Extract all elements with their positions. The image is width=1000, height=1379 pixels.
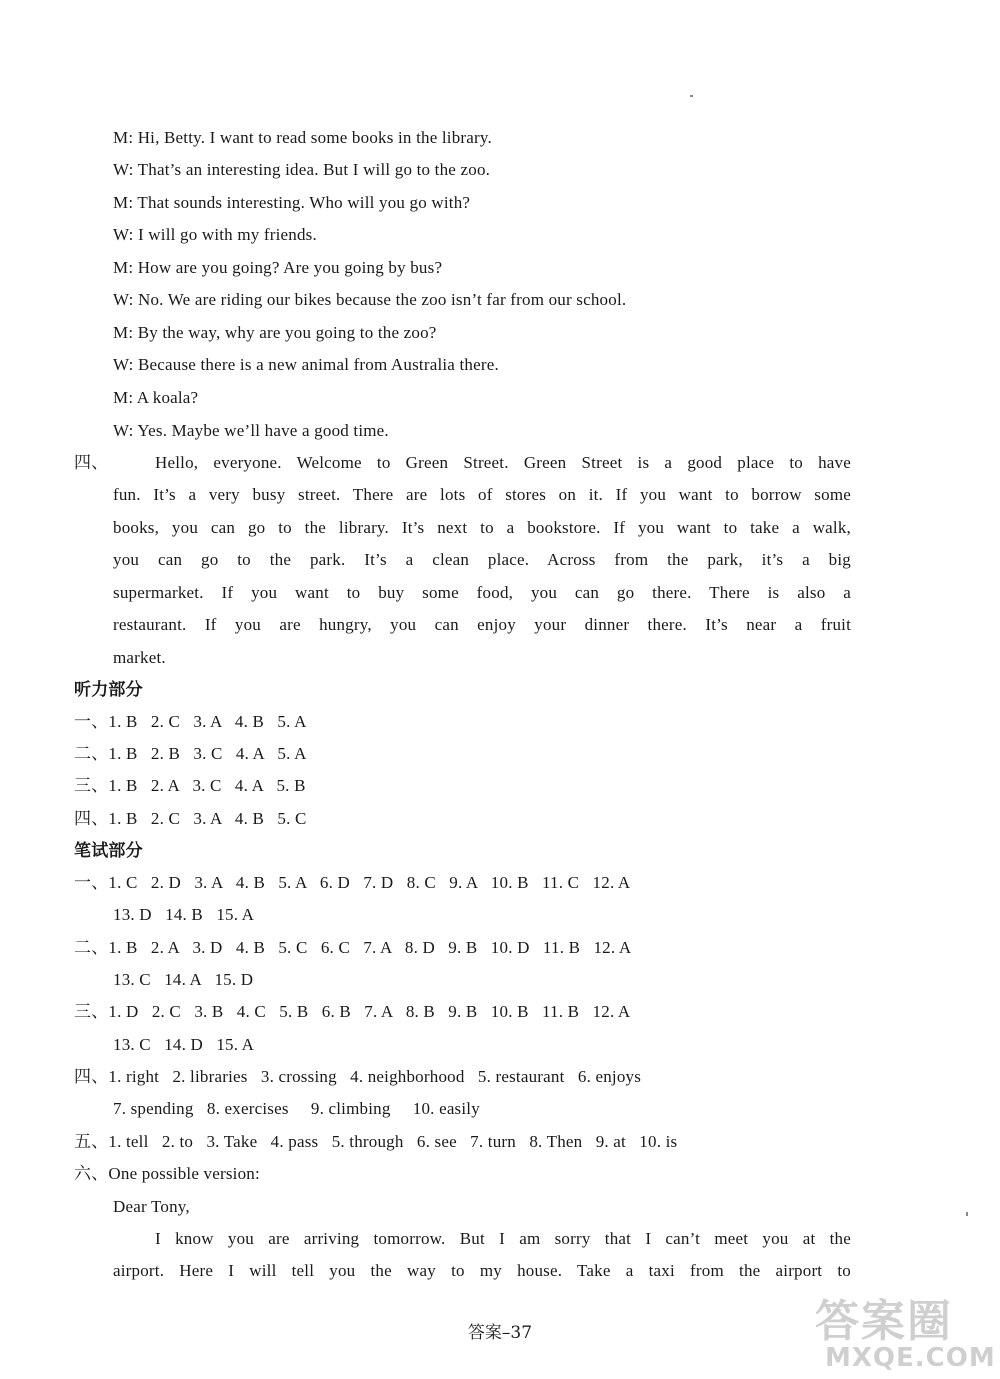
listening-heading: 听力部分 — [74, 680, 143, 700]
answer-row: 13. D 14. B 15. A — [113, 905, 255, 924]
answer-row: 13. C 14. A 15. D — [113, 970, 254, 989]
answer-row: 五、1. tell 2. to 3. Take 4. pass 5. through 6. see 7. turn 8. Then 9. at 10. is — [74, 1132, 678, 1151]
watermark-site-text: MXQE.COM — [825, 1343, 996, 1373]
answer-row: 四、1. right 2. libraries 3. crossing 4. neighborhood 5. restaurant 6. enjoys — [74, 1067, 642, 1086]
passage-line: market. — [113, 648, 166, 667]
watermark-logo-text: 答案圈 — [815, 1296, 953, 1347]
essay-intro: 六、One possible version: — [74, 1164, 260, 1183]
answer-row: 三、1. B 2. A 3. C 4. A 5. B — [74, 776, 306, 795]
answer-row: 三、1. D 2. C 3. B 4. C 5. B 6. B 7. A 8. B 9. B 10. B 11. B 12. A — [74, 1002, 631, 1021]
dialogue-line: W: I will go with my friends. — [113, 225, 317, 244]
passage-section-marker: 四、 — [74, 453, 109, 472]
dialogue-line: W: Because there is a new animal from Australia there. — [113, 355, 499, 374]
essay-greeting: Dear Tony, — [113, 1197, 190, 1216]
answer-row: 13. C 14. D 15. A — [113, 1035, 255, 1054]
answer-row: 四、1. B 2. C 3. A 4. B 5. C — [74, 809, 307, 828]
passage-line: restaurant. If you are hungry, you can enjoy your dinner there. It’s near a fruit — [113, 615, 851, 634]
dialogue-line: W: Yes. Maybe we’ll have a good time. — [113, 421, 389, 440]
dialogue-line: M: Hi, Betty. I want to read some books in the library. — [113, 128, 492, 147]
essay-line: I know you are arriving tomorrow. But I am sorry that I can’t meet you at the — [155, 1229, 851, 1248]
passage-line: books, you can go to the library. It’s next to a bookstore. If you want to take a walk, — [113, 518, 851, 537]
dialogue-line: M: That sounds interesting. Who will you go with? — [113, 193, 471, 212]
answer-row: 一、1. C 2. D 3. A 4. B 5. A 6. D 7. D 8. C 9. A 10. B 11. C 12. A — [74, 873, 631, 892]
answer-row: 二、1. B 2. B 3. C 4. A 5. A — [74, 744, 307, 763]
dialogue-line: M: How are you going? Are you going by bus? — [113, 258, 443, 277]
passage-line: supermarket. If you want to buy some food, you can go there. There is also a — [113, 583, 851, 602]
dialogue-line: M: By the way, why are you going to the zoo? — [113, 323, 437, 342]
scan-speck — [966, 1212, 968, 1216]
scan-speck — [690, 95, 693, 97]
written-heading: 笔试部分 — [74, 841, 143, 861]
passage-line: you can go to the park. It’s a clean place. Across from the park, it’s a big — [113, 550, 851, 569]
watermark-logo — [815, 1285, 995, 1375]
page-number: 答案–37 — [467, 1323, 533, 1343]
passage-line: Hello, everyone. Welcome to Green Street. Green Street is a good place to have — [155, 453, 851, 472]
essay-line: airport. Here I will tell you the way to my house. Take a taxi from the airport to — [113, 1261, 851, 1280]
dialogue-line: W: That’s an interesting idea. But I will go to the zoo. — [113, 160, 491, 179]
answer-row: 二、1. B 2. A 3. D 4. B 5. C 6. C 7. A 8. D 9. B 10. D 11. B 12. A — [74, 938, 632, 957]
answer-row: 一、1. B 2. C 3. A 4. B 5. A — [74, 712, 307, 731]
dialogue-line: W: No. We are riding our bikes because the zoo isn’t far from our school. — [113, 290, 627, 309]
passage-line: fun. It’s a very busy street. There are lots of stores on it. If you want to borrow some — [113, 485, 851, 504]
dialogue-line: M: A koala? — [113, 388, 199, 407]
answer-row: 7. spending 8. exercises 9. climbing 10. easily — [113, 1099, 480, 1118]
